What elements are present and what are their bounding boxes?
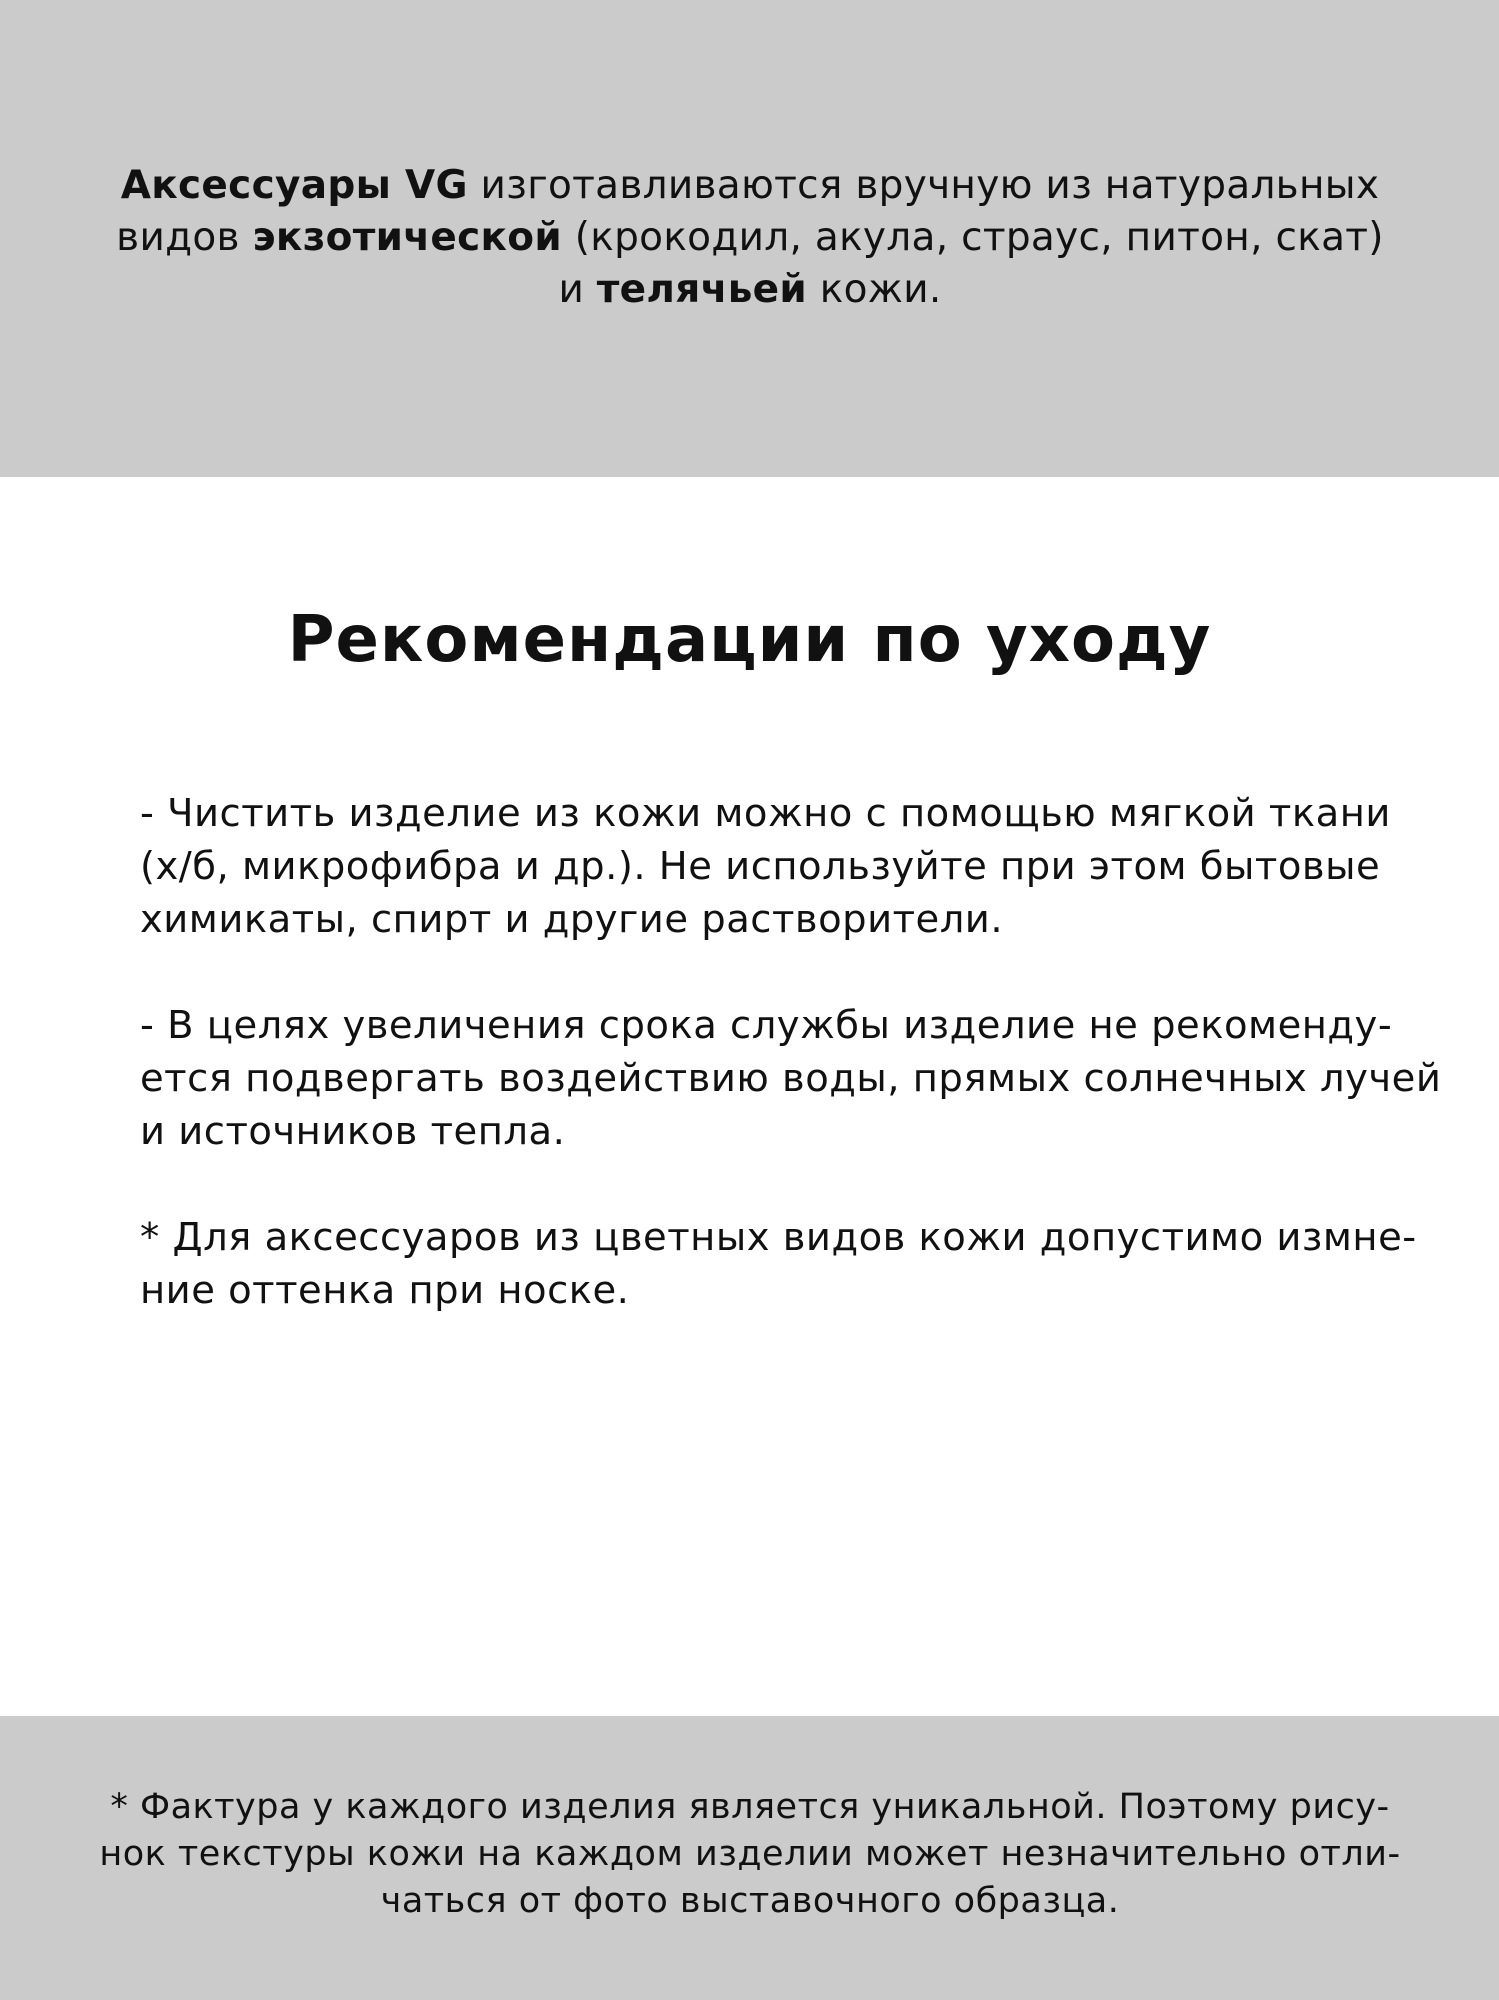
intro-line-1	[90, 160, 1410, 212]
care-paragraph-cleaning	[140, 787, 1391, 946]
care-line: химикаты, спирт и другие растворители.	[140, 897, 1004, 942]
care-line: - Чистить изделие из кожи можно с помощью мягкой ткани	[140, 791, 1391, 836]
care-line: * Для аксессуаров из цветных видов кожи допустимо измне-	[140, 1215, 1417, 1260]
care-line: и источников тепла.	[140, 1109, 566, 1154]
footer-line: чаться от фото выставочного образца.	[380, 1881, 1120, 1921]
intro-text	[90, 160, 1410, 316]
care-paragraph-color-note	[140, 1211, 1417, 1317]
care-paragraph-exposure	[140, 999, 1442, 1158]
footer-line: нок текстуры кожи на каждом изделии может незначительно отли-	[99, 1834, 1401, 1874]
intro-line-1-text: изготавливаются вручную из натуральных	[467, 163, 1380, 208]
calf-emphasis: телячьей	[596, 267, 808, 312]
brand-name: Аксессуары VG	[120, 163, 468, 208]
care-line: - В целях увеличения срока службы изделие не рекоменду-	[140, 1003, 1393, 1048]
intro-line-2	[90, 212, 1410, 264]
care-line: ние оттенка при носке.	[140, 1268, 630, 1313]
footer-line: * Фактура у каждого изделия является уникальной. Поэтому рису-	[110, 1787, 1390, 1827]
intro-line-2-text: (крокодил, акула, страус, питон, скат)	[562, 215, 1384, 260]
page-title: Рекомендации по уходу	[287, 603, 1212, 677]
footer-note	[90, 1784, 1410, 1925]
care-line: (х/б, микрофибра и др.). Не используйте при этом бытовые	[140, 844, 1381, 889]
intro-line-3	[90, 264, 1410, 316]
intro-line-3-pre: и	[558, 267, 597, 312]
intro-line-2-pre: видов	[116, 215, 253, 260]
intro-line-3-text: кожи.	[807, 267, 942, 312]
care-recommendations	[140, 787, 1442, 1370]
exotic-emphasis: экзотической	[252, 215, 563, 260]
care-line: ется подвергать воздействию воды, прямых солнечных лучей	[140, 1056, 1442, 1101]
